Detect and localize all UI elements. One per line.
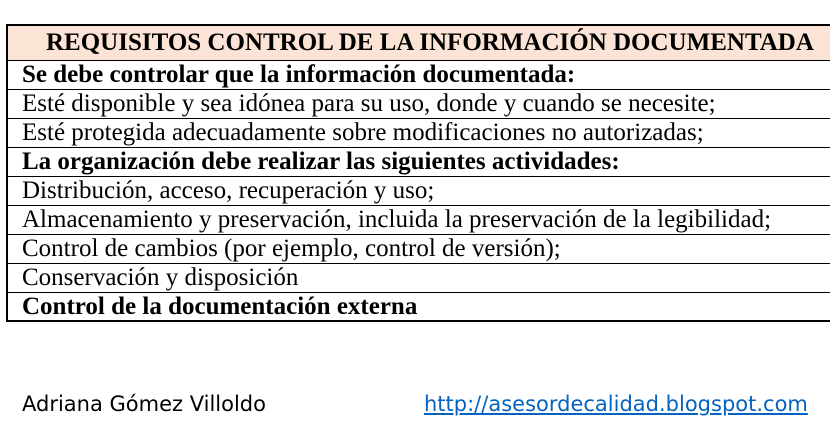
table-row-actividades: La organización debe realizar las siguientes actividades:	[8, 148, 830, 177]
table-row-documentacion-externa: Control de la documentación externa	[8, 293, 830, 322]
table-row-conservacion: Conservación y disposición	[8, 264, 830, 293]
table-row-control-cambios: Control de cambios (por ejemplo, control de versión);	[8, 235, 830, 264]
table-title: REQUISITOS CONTROL DE LA INFORMACIÓN DOCUMENTADA	[8, 26, 830, 61]
author-name: Adriana Gómez Villoldo	[22, 392, 266, 416]
requirements-table	[6, 24, 830, 322]
table-row-protegida: Esté protegida adecuadamente sobre modificaciones no autorizadas;	[8, 119, 830, 148]
blog-link[interactable]: http://asesordecalidad.blogspot.com	[424, 392, 808, 416]
table-row-distribucion: Distribución, acceso, recuperación y uso;	[8, 177, 830, 206]
table-row-disponible: Esté disponible y sea idónea para su uso, donde y cuando se necesite;	[8, 90, 830, 119]
table-row-controlar: Se debe controlar que la información documentada:	[8, 61, 830, 90]
table-row-almacenamiento: Almacenamiento y preservación, incluida la preservación de la legibilidad;	[8, 206, 830, 235]
